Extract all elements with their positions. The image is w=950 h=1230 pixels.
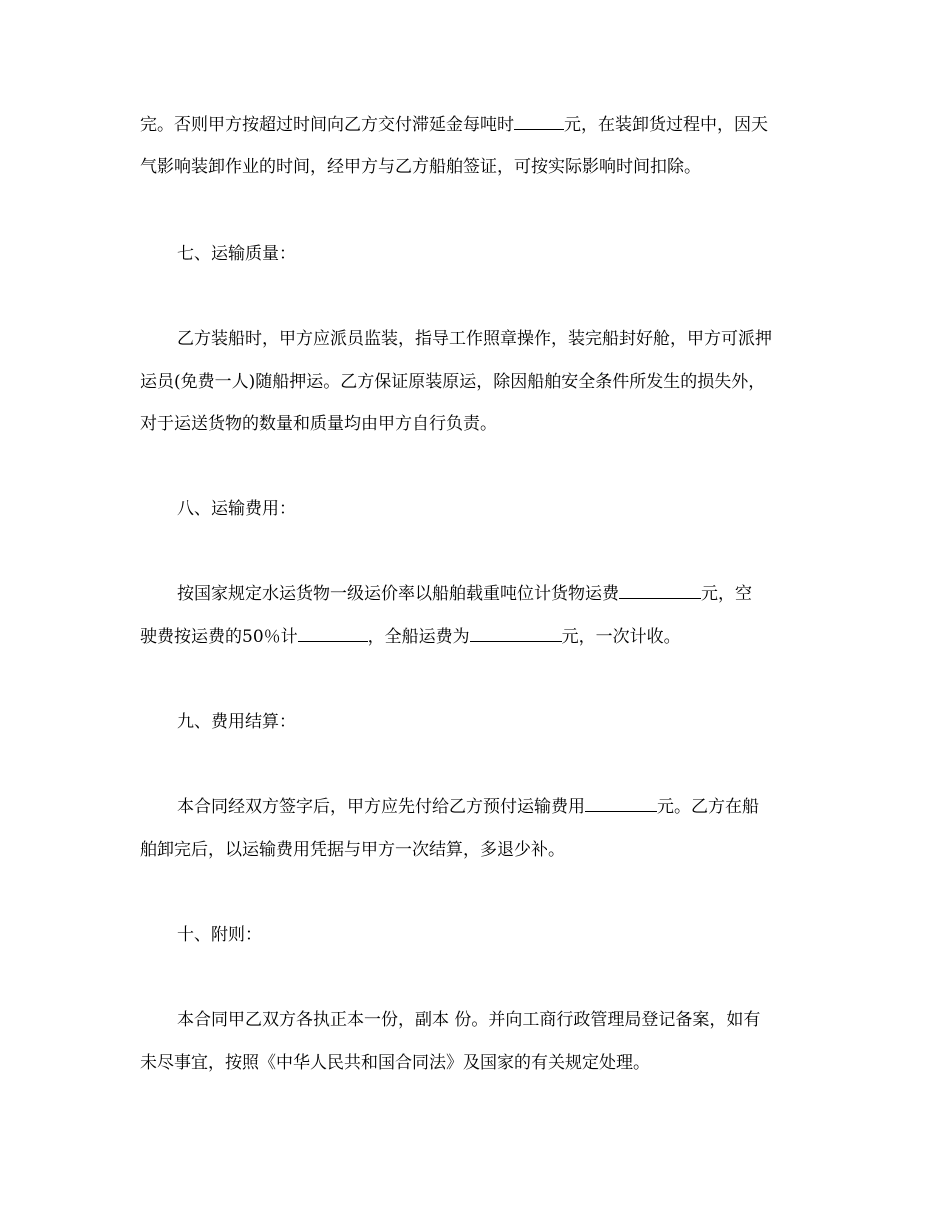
para-settle-text-1b: 元。乙方在船 — [657, 797, 759, 817]
para-misc-line-1: 本合同甲乙双方各执正本一份，副本 份。并向工商行政管理局登记备案，如有 — [177, 1010, 761, 1030]
para-settle-text-1a: 本合同经双方签字后，甲方应先付给乙方预付运输费用 — [177, 797, 585, 817]
para-delay-line-1 — [140, 113, 768, 137]
para-delay-text-1a: 完。否则甲方按超过时间向乙方交付滞延金每吨时 — [140, 115, 514, 135]
empty-run-fee-blank — [298, 625, 368, 642]
para-quality-line-3: 对于运送货物的数量和质量均由甲方自行负责。 — [140, 414, 497, 434]
para-fee-line-1 — [177, 582, 752, 606]
para-quality-line-1: 乙方装船时，甲方应派员监装，指导工作照章操作，装完船封好舱，甲方可派押 — [177, 329, 772, 349]
para-settle-line-2: 舶卸完后，以运输费用凭据与甲方一次结算，多退少补。 — [140, 840, 565, 860]
prepayment-blank — [585, 795, 657, 812]
para-fee-text-1a: 按国家规定水运货物一级运价率以船舶载重吨位计货物运费 — [177, 584, 619, 604]
freight-fee-blank — [619, 582, 701, 599]
para-delay-line-2: 气影响装卸作业的时间，经甲方与乙方船舶签证，可按实际影响时间扣除。 — [140, 157, 701, 177]
heading-supplementary-terms: 十、附则： — [177, 925, 262, 945]
para-quality-line-2: 运员(免费一人)随船押运。乙方保证原装原运，除因船舶安全条件所发生的损失外， — [140, 372, 766, 392]
para-fee-line-2 — [140, 625, 681, 649]
para-fee-text-2c: 元，一次计收。 — [561, 627, 681, 647]
para-delay-text-1b: 元，在装卸货过程中，因天 — [564, 115, 768, 135]
total-fee-blank — [470, 625, 562, 642]
para-fee-text-2b: ，全船运费为 — [367, 627, 470, 647]
para-misc-line-2: 未尽事宜，按照《中华人民共和国合同法》及国家的有关规定处理。 — [140, 1053, 650, 1073]
heading-transport-quality: 七、运输质量： — [177, 244, 296, 264]
para-fee-text-2a: 驶费按运费的50％计 — [140, 627, 298, 647]
delay-fee-blank — [514, 113, 564, 130]
para-settle-line-1 — [177, 795, 759, 819]
heading-transport-fee: 八、运输费用： — [177, 499, 296, 519]
heading-fee-settlement: 九、费用结算： — [177, 712, 296, 732]
para-fee-text-1b: 元，空 — [701, 584, 752, 604]
